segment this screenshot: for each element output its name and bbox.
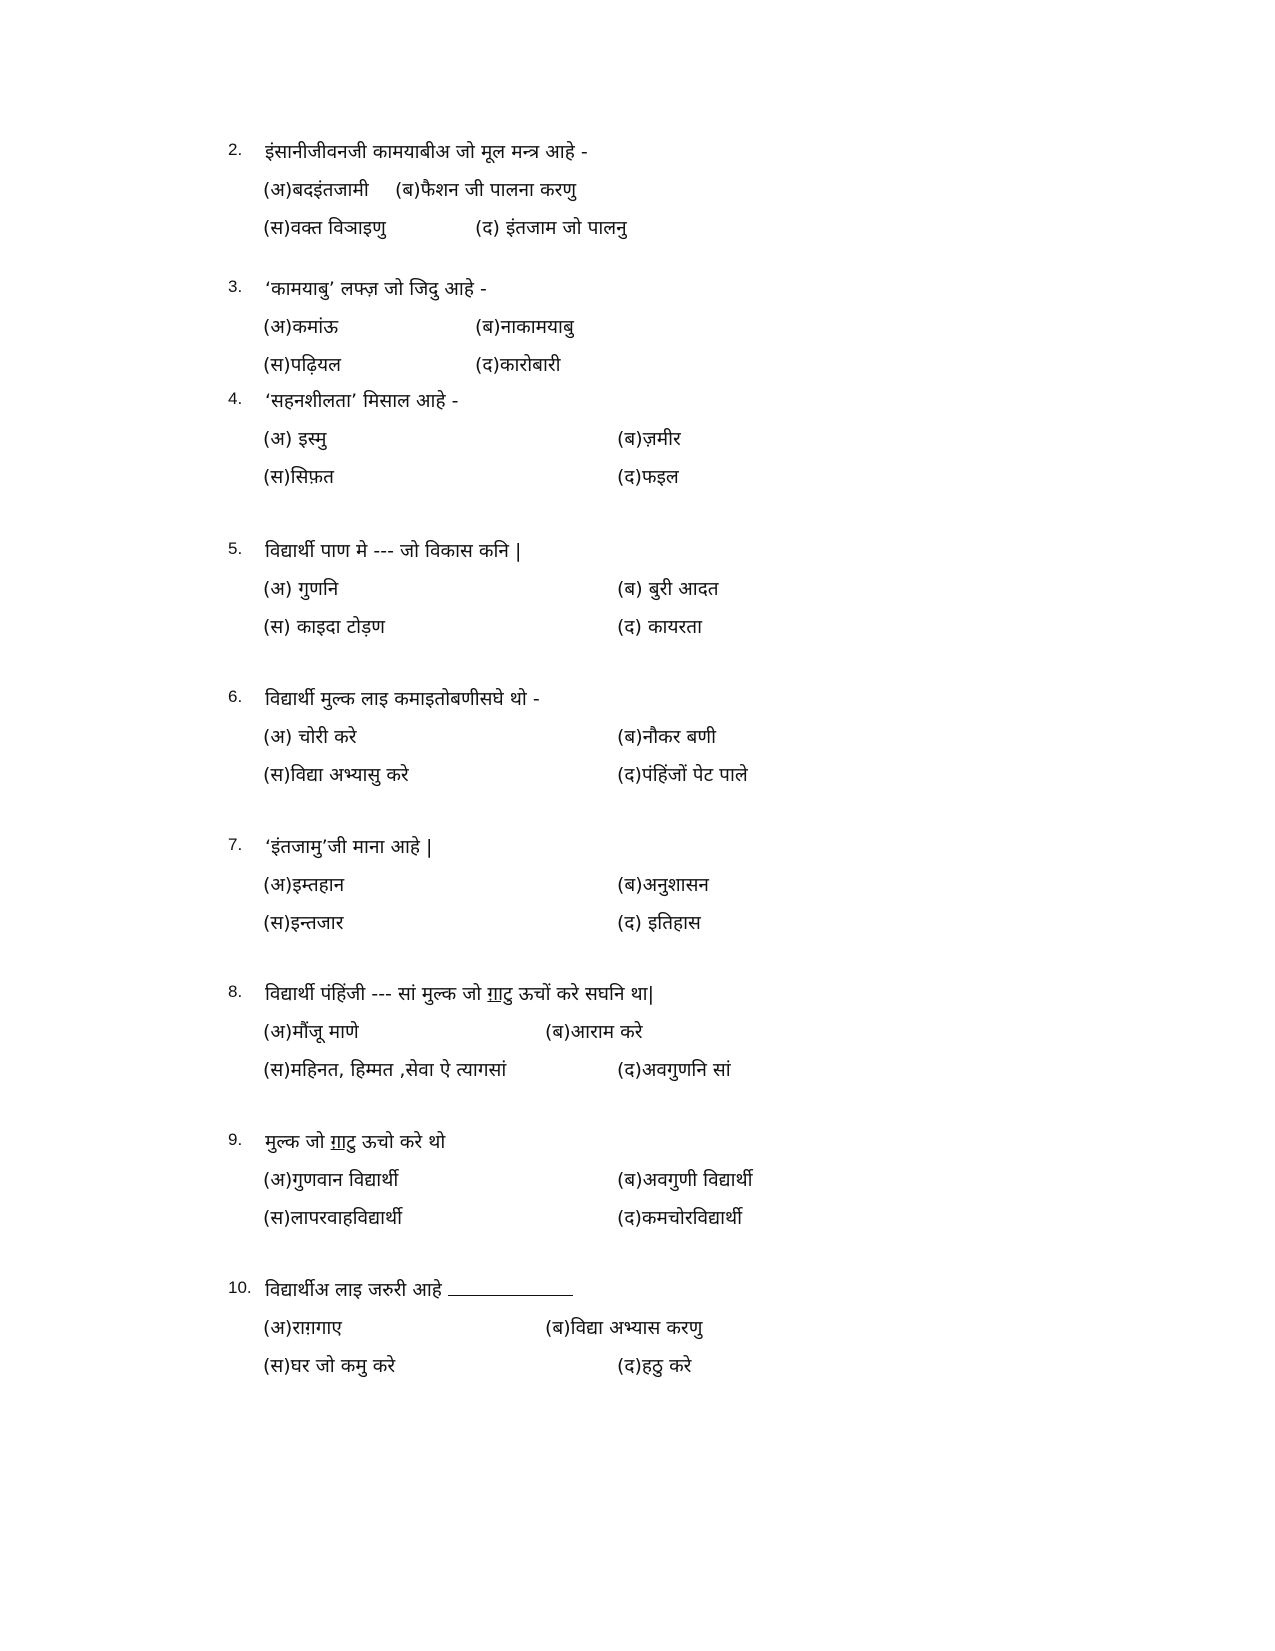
option-c: (स)सिफ़त — [263, 466, 334, 488]
option-a: (अ)कमांऊ — [263, 316, 339, 338]
option-c: (स)पढ़ियल — [263, 354, 341, 376]
underlined-word: ग़ाटु — [330, 1131, 356, 1153]
option-c: (स)वक्त विञाइणु — [263, 217, 386, 239]
option-d: (द)अवगुणनि सां — [617, 1059, 731, 1081]
option-d: (द)हठु करे — [617, 1355, 692, 1377]
option-b: (ब)आराम करे — [545, 1021, 643, 1043]
answer-blank — [448, 1277, 573, 1296]
question-text: ‘इंतजामु’जी माना आहे | — [265, 836, 433, 858]
option-c: (स)लापरवाहविद्यार्थी — [263, 1207, 403, 1229]
option-a: (अ)राग़गाए — [263, 1317, 342, 1339]
question-number: 9. — [228, 1130, 243, 1149]
option-d: (द) इंतजाम जो पालनु — [475, 217, 627, 239]
option-c: (स)विद्या अभ्यासु करे — [263, 764, 409, 786]
option-d: (द) इतिहास — [617, 912, 701, 934]
option-b: (ब) बुरी आदत — [617, 578, 719, 600]
question-text: विद्यार्थी पाण मे --- जो विकास कनि | — [265, 540, 522, 562]
question-number: 5. — [228, 539, 243, 558]
option-a: (अ)बदइंतजामी — [263, 179, 369, 201]
option-d: (द)कारोबारी — [475, 354, 561, 376]
question-number: 4. — [228, 389, 243, 408]
option-b: (ब)अवगुणी विद्यार्थी — [617, 1169, 753, 1191]
option-b: (ब)ज़मीर — [617, 428, 681, 450]
option-b: (ब)नाकामयाबु — [475, 316, 574, 338]
option-b: (ब)अनुशासन — [617, 874, 709, 896]
question-text: विद्यार्थीअ लाइ जरुरी आहे — [265, 1276, 573, 1302]
question-text: ‘सहनशीलता’ मिसाल आहे - — [265, 390, 459, 412]
question-number: 6. — [228, 687, 243, 706]
option-a: (अ) गुणनि — [263, 578, 339, 600]
option-d: (द)कमचोरविद्यार्थी — [617, 1207, 743, 1229]
option-b: (ब)फैशन जी पालना करणु — [395, 179, 577, 201]
option-d: (द)पंहिंजों पेट पाले — [617, 764, 748, 786]
option-b: (ब)विद्या अभ्यास करणु — [545, 1317, 703, 1339]
option-a: (अ)मौंजू माणे — [263, 1021, 359, 1043]
option-c: (स) काइदा टोड़ण — [263, 616, 385, 638]
question-number: 3. — [228, 277, 243, 296]
option-d: (द) कायरता — [617, 616, 703, 638]
option-a: (अ)गुणवान विद्यार्थी — [263, 1169, 399, 1191]
question-number: 10. — [228, 1278, 252, 1297]
option-b: (ब)नौकर बणी — [617, 726, 717, 748]
option-a: (अ)इम्तहान — [263, 874, 345, 896]
option-c: (स)घर जो कमु करे — [263, 1355, 396, 1377]
question-text: मुल्क जो ग़ाटु ऊचो करे थो — [265, 1131, 446, 1153]
question-text: विद्यार्थी पंहिंजी --- सां मुल्क जो ग़ाटु ऊचों करे सघनि था| — [265, 983, 655, 1005]
option-d: (द)फइल — [617, 466, 679, 488]
question-number: 8. — [228, 982, 243, 1001]
underlined-word: ग़ाटु — [487, 983, 513, 1005]
question-number: 7. — [228, 835, 243, 854]
option-a: (अ) चोरी करे — [263, 726, 357, 748]
question-number: 2. — [228, 140, 243, 159]
option-a: (अ) इस्मु — [263, 428, 327, 450]
question-text: ‘कामयाबु’ लफ्ज़ जो जिदु आहे - — [265, 278, 487, 300]
option-c: (स)महिनत, हिम्मत ,सेवा ऐ त्यागसां — [263, 1059, 507, 1081]
question-text: विद्यार्थी मुल्क लाइ कमाइतोबणीसघे थो - — [265, 688, 540, 710]
option-c: (स)इन्तजार — [263, 912, 344, 934]
question-text: इंसानीजीवनजी कामयाबीअ जो मूल मन्त्र आहे - — [265, 141, 588, 163]
